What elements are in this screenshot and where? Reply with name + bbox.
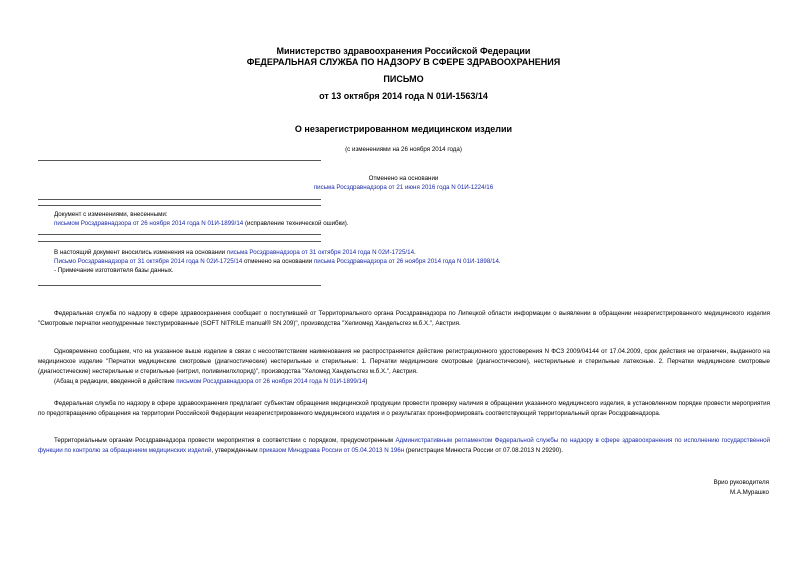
cancel-text: Отменено на основании bbox=[368, 175, 439, 182]
paragraph-2-note-end: ) bbox=[365, 378, 368, 385]
changes-suffix: (исправление технической ошибки). bbox=[243, 220, 349, 227]
notes-line-2-end: . bbox=[498, 258, 501, 265]
service-name: ФЕДЕРАЛЬНАЯ СЛУЖБА ПО НАДЗОРУ В СФЕРЕ ЗДРАВООХРАНЕНИЯ bbox=[246, 57, 561, 67]
cancel-link[interactable]: письма Росздравнадзора от 21 июня 2016 года N 01И-1224/16 bbox=[313, 184, 494, 191]
signatory-name: М.А.Мурашко bbox=[729, 489, 769, 496]
changes-box-bottom-line bbox=[38, 234, 321, 235]
document-title: О незарегистрированном медицинском изделии bbox=[294, 124, 513, 134]
notes-line-2-link-2[interactable]: письма Росздравнадзора от 26 ноября 2014 года N 01И-1898/14 bbox=[313, 258, 499, 265]
signatory-position: Врио руководителя bbox=[713, 479, 769, 486]
separator-line bbox=[38, 160, 321, 161]
changes-box-top-line-2 bbox=[38, 205, 321, 206]
paragraph-2-text: Одновременно сообщаем, что на указанное выше изделие в связи с несоответствием наименования не распространяется действие регистрационного удостоверения N ФСЗ 2009/04144 от 17.04.2009, срок действия не ограничен, выданного на медицинское изделие "Перчатки медицинские смотровые (диагностические) нестерильные и стерильные: 1. Перчатки медицинские смотровые (диагностические), нестерильные и стерильные латексные. 2. Перчатки медицинские смотровые (диагностические) нестерильные и стерильные (нитрил, поливинилхлорид)", производства "Хеломед Хандельсгез м.б.Х.", Австрия. bbox=[38, 348, 770, 375]
notes-box bbox=[54, 248, 754, 275]
cancel-notice bbox=[0, 174, 807, 192]
notes-line-2-link-1[interactable]: Письмо Росздравнадзора от 31 октября 2014 года N 02И-1725/14 bbox=[54, 258, 243, 265]
signature-block bbox=[714, 478, 769, 498]
changes-box-top-line bbox=[38, 199, 321, 200]
notes-line-3: - Примечание изготовителя базы данных. bbox=[54, 267, 174, 274]
paragraph-2-note-link[interactable]: письмом Росздравнадзора от 26 ноября 2014 года N 01И-1899/14 bbox=[176, 378, 366, 385]
changes-box bbox=[54, 210, 614, 228]
paragraph-2-note-start: (Абзац в редакции, введенной в действие bbox=[54, 378, 177, 385]
changes-line bbox=[54, 219, 614, 228]
paragraph-4-regulation-link[interactable]: Административным регламентом Федеральной службы по надзору в сфере здравоохранения по исполнению государственной функции по контролю за обращением медицинских изделий bbox=[38, 437, 770, 454]
paragraph-2-note bbox=[54, 377, 770, 387]
notes-line-1 bbox=[54, 248, 754, 257]
paragraph-4-start: Территориальным органам Росздравнадзора провести мероприятия в соответствии с порядком, предусмотренным bbox=[54, 437, 396, 444]
paragraph-4 bbox=[38, 436, 770, 456]
notes-box-top-line bbox=[38, 241, 321, 242]
document-type: ПИСЬМО bbox=[383, 74, 424, 84]
changes-intro: Документ с изменениями, внесенными: bbox=[54, 211, 168, 218]
document-date-number: от 13 октября 2014 года N 01И-1563/14 bbox=[319, 91, 488, 101]
notes-line-2-text: отменено на основании bbox=[242, 258, 314, 265]
notes-line-2 bbox=[54, 257, 754, 266]
paragraph-4-end: (регистрация Минюста России от 07.08.2013 N 29290). bbox=[404, 447, 563, 454]
paragraph-3: Федеральная служба по надзору в сфере здравоохранения предлагает субъектам обращения медицинской продукции провести проверку наличия в обращении указанного медицинского изделия, в установленном порядке провести мероприятия по предотвращению обращения на территории Российской Федерации незарегистрированного медицинского изделия и о результатах проинформировать соответствующий территориальный орган Росздравнадзора. bbox=[38, 400, 770, 417]
paragraph-2 bbox=[38, 347, 770, 377]
paragraph-1: Федеральная служба по надзору в сфере здравоохранения сообщает о поступившей от Территориального органа Росздравнадзора по Липецкой области информации о выявлении в обращении незарегистрированного медицинского изделия "Смотровые перчатки неопудренные текстурированные (SOFT NITRILE manual® SN 209)", производства "Хелиомед Хандельсгез м.б.Х.", Австрия. bbox=[38, 310, 770, 327]
paragraph-4-mid: , утвержденным bbox=[211, 447, 260, 454]
changes-link[interactable]: письмом Росздравнадзора от 26 ноября 2014 года N 01И-1899/14 bbox=[54, 220, 244, 227]
notes-line-1-link[interactable]: письма Росздравнадзора от 31 октября 2014 года N 02И-1725/14 bbox=[226, 249, 415, 256]
notes-line-1-text: В настоящий документ вносились изменения на основании bbox=[54, 249, 227, 256]
notes-line-1-end: . bbox=[414, 249, 416, 256]
notes-box-bottom-line bbox=[38, 285, 321, 286]
amendment-note: (с изменениями на 26 ноября 2014 года) bbox=[345, 146, 462, 153]
paragraph-4-order-link[interactable]: приказом Минздрава России от 05.04.2013 N 196н bbox=[259, 447, 405, 454]
ministry-name: Министерство здравоохранения Российской Федерации bbox=[276, 46, 531, 56]
document-header bbox=[0, 46, 807, 102]
